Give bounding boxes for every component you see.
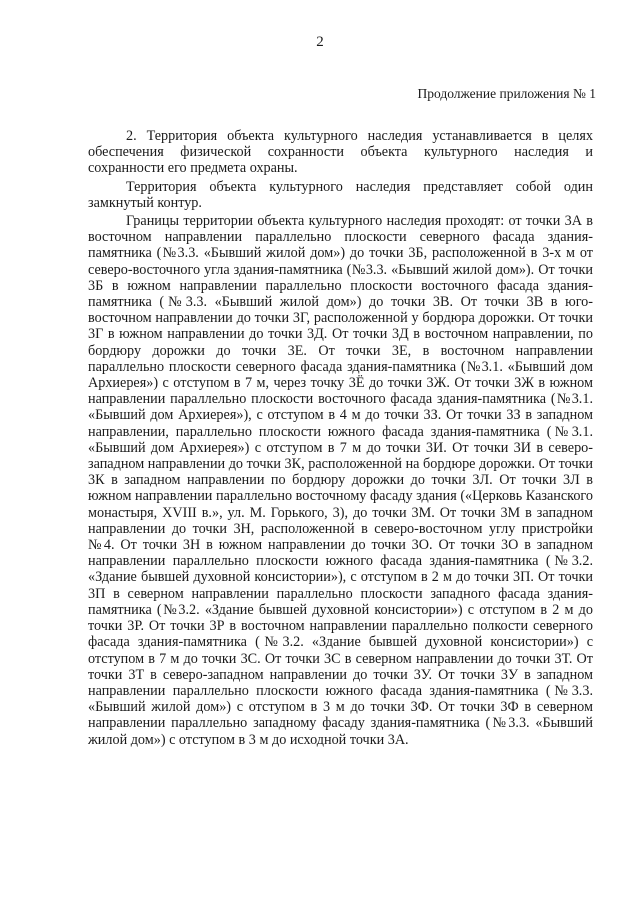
- paragraph-territory-contour: Территория объекта культурного наследия представляет собой один замкнутый контур.: [88, 178, 593, 211]
- document-body: [88, 128, 593, 748]
- paragraph-territory-purpose: 2. Территория объекта культурного наследия устанавливается в целях обеспечения физической сохранности объекта культурного наследия и сохранности его предмета охраны.: [88, 128, 593, 177]
- paragraph-territory-boundaries: Границы территории объекта культурного наследия проходят: от точки 3А в восточном направлении параллельно плоскости северного фасада здания-памятника (№3.3. «Бывший жилой дом») до точки 3Б, расположенной в 3-х м от северо-восточного угла здания-памятника (№3.3. «Бывший жилой дом»). От точки 3Б в южном направлении параллельно плоскости восточного фасада здания-памятника (№3.3. «Бывший жилой дом») до точки 3В. От точки 3В в юго-восточном направлении до точки 3Г, расположенной у бордюра дорожки. От точки 3Г в южном направлении до точки 3Д. От точки 3Д в восточном направлении, по бордюру дорожки до точки 3Е. От точки 3Е, в восточном направлении параллельно плоскости северного фасада здания-памятника (№3.1. «Бывший дом Архиерея») с отступом в 7 м, через точку 3Ё до точки 3Ж. От точки 3Ж в южном направлении параллельно плоскости восточного фасада здания-памятника (№3.1. «Бывший дом Архиерея»), с отступом в 4 м до точки 3З. От точки 3З в западном направлении, параллельно плоскости южного фасада здания-памятника (№3.1. «Бывший дом Архиерея») с отступом в 7 м до точки 3И. От точки 3И в северо-западном направлении до точки 3К, расположенной на бордюре дорожки. От точки 3К в западном направлении по бордюру дорожки до точки 3Л. От точки 3Л в южном направлении параллельно восточному фасаду здания («Церковь Казанского монастыря, XVIII в.», ул. М. Горького, 3), до точки 3М. От точки 3М в западном направлении до точки 3Н, расположенной в северо-восточном углу пристройки №4. От точки 3Н в южном направлении до точки 3О. От точки 3О в западном направлении параллельно плоскости южного фасада здания-памятника (№3.2. «Здание бывшей духовной консистории»), с отступом в 2 м до точки 3П. От точки 3П в северном направлении параллельно плоскости западного фасада здания-памятника (№3.2. «Здание бывшей духовной консистории») с отступом в 2 м до точки 3Р. От точки 3Р в восточном направлении параллельно полкости северного фасада здания-памятника (№3.2. «Здание бывшей духовной консистории») с отступом в 7 м до точки 3С. От точки 3С в северном направлении до точки 3Т. От точки 3Т в северо-западном направлении до точки 3У. От точки 3У в западном направлении параллельно плоскости южного фасада здания-памятника (№3.3. «Бывший жилой дом») с отступом в 3 м до точки 3Ф. От точки 3Ф в северном направлении параллельно западному фасаду здания-памятника (№3.3. «Бывший жилой дом») с отступом в 3 м до исходной точки 3А.: [88, 213, 593, 748]
- page-number: 2: [316, 34, 324, 50]
- appendix-continuation-note: Продолжение приложения № 1: [417, 86, 596, 101]
